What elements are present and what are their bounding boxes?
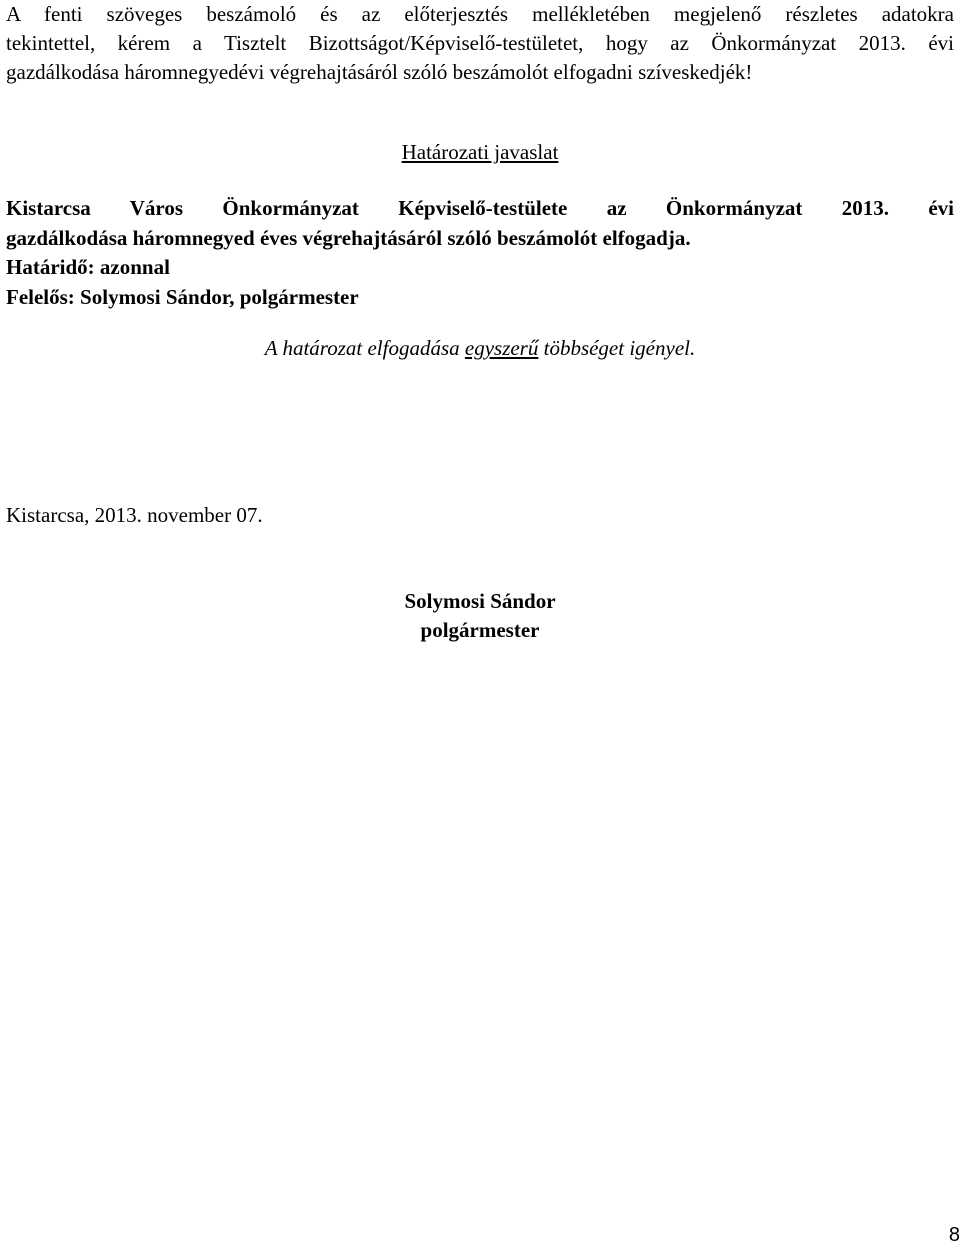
responsible: Felelős: Solymosi Sándor, polgármester (6, 284, 359, 309)
majority-note-before: A határozat elfogadása (264, 336, 460, 360)
resolution-text (6, 194, 954, 312)
intro-paragraph (6, 0, 954, 87)
proposal-heading-container (0, 138, 960, 167)
resolution-line-2: gazdálkodása háromnegyed éves végrehajtásáról szóló beszámolót elfogadja. (6, 225, 691, 250)
intro-line-3: gazdálkodása háromnegyedévi végrehajtásáról szóló beszámolót elfogadni szíveskedjék! (6, 60, 753, 84)
signature-name: Solymosi Sándor (404, 589, 556, 613)
page-number: 8 (948, 1224, 960, 1246)
signature-block (0, 587, 960, 645)
proposal-heading: Határozati javaslat (401, 140, 559, 164)
deadline: Határidő: azonnal (6, 255, 170, 279)
majority-note-emphasis: egyszerű (464, 336, 539, 360)
date-line: Kistarcsa, 2013. november 07. (6, 503, 263, 527)
majority-note-after: többséget igényel. (543, 336, 696, 360)
signature-title: polgármester (420, 618, 540, 642)
intro-line-1: A fenti szöveges beszámoló és az előterjesztés mellékletében megjelenő részletes adatokra (6, 2, 954, 26)
intro-line-2: tekintettel, kérem a Tisztelt Bizottságot/Képviselő-testületet, hogy az Önkormányzat 2013. évi (6, 31, 954, 55)
resolution-line-1: Kistarcsa Város Önkormányzat Képviselő-testülete az Önkormányzat 2013. évi (6, 196, 954, 220)
majority-note (0, 334, 960, 363)
